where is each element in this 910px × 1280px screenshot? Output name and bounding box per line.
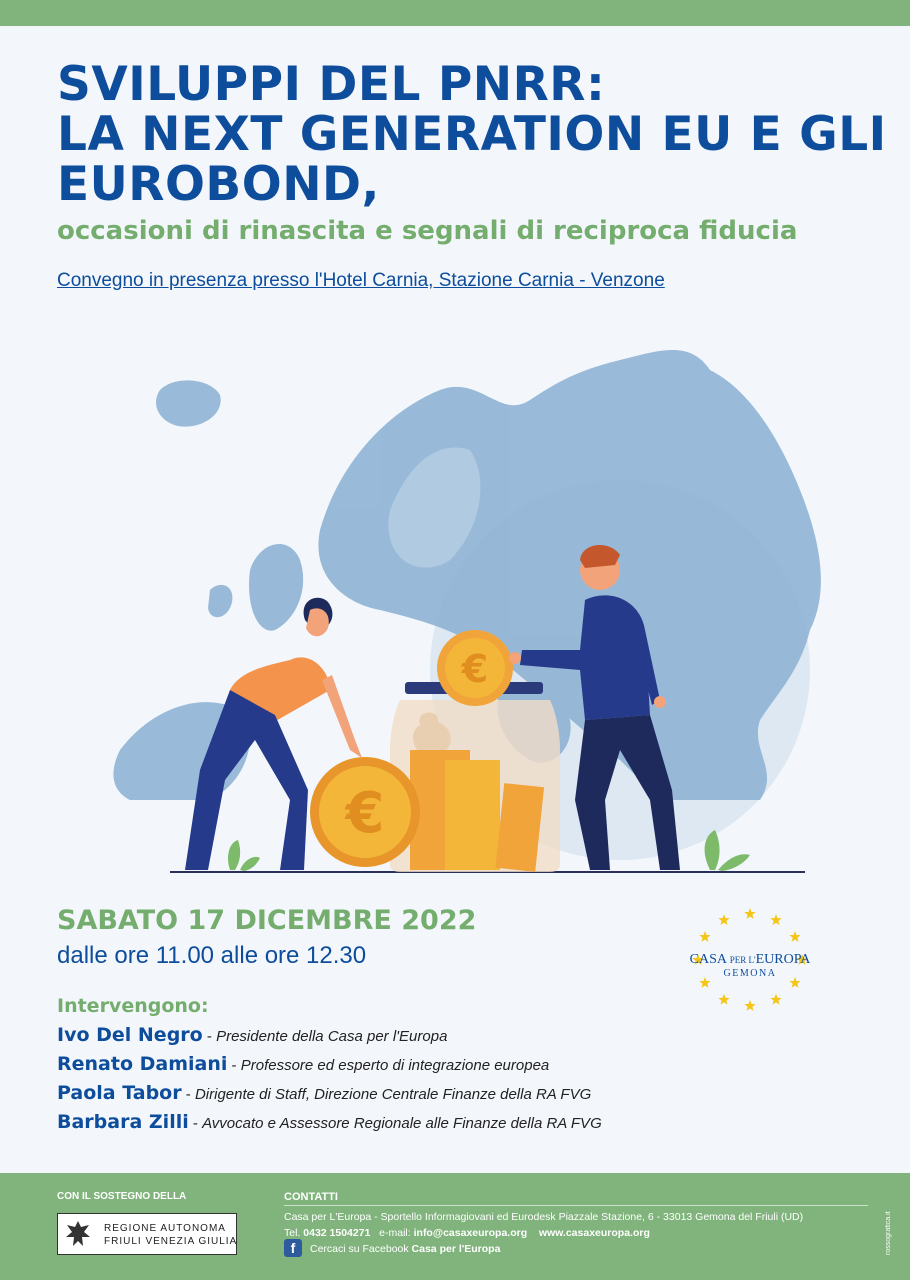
website-link[interactable]: www.casaxeuropa.org xyxy=(538,1227,650,1239)
star-icon xyxy=(789,977,800,988)
jar xyxy=(390,682,560,872)
eagle-icon xyxy=(63,1218,93,1250)
svg-text:CASA PER L'EUROPA: CASA PER L'EUROPA xyxy=(689,952,811,967)
page-title xyxy=(57,57,887,212)
speakers-heading: Intervengono: xyxy=(57,995,209,1017)
star-icon xyxy=(718,914,729,925)
star-icon xyxy=(744,908,755,919)
star-icon xyxy=(770,914,781,925)
casa-per-europa-logo xyxy=(680,905,820,1015)
top-band xyxy=(0,0,910,26)
title-line-1: SVILUPPI DEL PNRR: xyxy=(57,57,606,112)
speaker-item: Renato Damiani - Professore ed esperto di integrazione europea xyxy=(57,1053,550,1075)
sostegno-label: CON IL SOSTEGNO DELLA xyxy=(57,1191,187,1202)
speaker-name: Paola Tabor xyxy=(57,1082,182,1104)
contatti-divider xyxy=(284,1205,868,1206)
speakers-list xyxy=(57,1024,602,1140)
event-time: dalle ore 11.00 alle ore 12.30 xyxy=(57,942,367,969)
speaker-item: Paola Tabor - Dirigente di Staff, Direzione Centrale Finanze della RA FVG xyxy=(57,1082,592,1104)
euro-coin-top xyxy=(437,630,513,706)
contact-line: Tel. 0432 1504271 e-mail: info@casaxeuropa.org www.casaxeuropa.org xyxy=(284,1227,650,1239)
star-icon xyxy=(699,977,710,988)
regione-line-2: FRIULI VENEZIA GIULIA xyxy=(104,1236,238,1247)
subtitle: occasioni di rinascita e segnali di reciproca fiducia xyxy=(57,216,798,246)
speaker-name: Barbara Zilli xyxy=(57,1111,189,1133)
address-text: Casa per L'Europa - Sportello Informagiovani ed Eurodesk Piazzale Stazione, 6 - 33013 Gemona del Friuli (UD) xyxy=(284,1211,804,1223)
email-link[interactable]: info@casaxeuropa.org xyxy=(413,1227,528,1239)
contatti-label: CONTATTI xyxy=(284,1191,338,1203)
svg-text:€: € xyxy=(345,781,385,846)
facebook-page-link[interactable]: Casa per l'Europa xyxy=(411,1243,501,1255)
speaker-role: Avvocato e Assessore Regionale alle Finanze della RA FVG xyxy=(202,1115,602,1132)
facebook-icon[interactable]: f xyxy=(284,1239,302,1257)
event-date: SABATO 17 DICEMBRE 2022 xyxy=(57,905,477,936)
facebook-line: Cercaci su Facebook Casa per l'Europa xyxy=(310,1243,501,1255)
star-icon xyxy=(718,994,729,1005)
plant-left xyxy=(228,840,260,871)
regione-line-1: REGIONE AUTONOMA xyxy=(104,1223,226,1234)
title-line-3: EUROBOND, xyxy=(57,157,380,212)
star-icon xyxy=(744,1000,755,1011)
star-icon xyxy=(789,931,800,942)
star-icon xyxy=(770,994,781,1005)
speaker-name: Ivo Del Negro xyxy=(57,1024,203,1046)
speaker-role: Dirigente di Staff, Direzione Centrale Finanze della RA FVG xyxy=(194,1086,592,1103)
speaker-item: Ivo Del Negro - Presidente della Casa per l'Europa xyxy=(57,1024,448,1046)
svg-text:GEMONA: GEMONA xyxy=(723,968,777,979)
europe-money-illustration xyxy=(60,330,850,885)
venue-link[interactable]: Convegno in presenza presso l'Hotel Carnia, Stazione Carnia - Venzone xyxy=(57,270,665,291)
plant-right xyxy=(705,830,750,871)
speaker-name: Renato Damiani xyxy=(57,1053,228,1075)
star-icon xyxy=(699,931,710,942)
footer xyxy=(0,1173,910,1280)
phone-number[interactable]: 0432 1504271 xyxy=(303,1227,371,1239)
euro-coin-large xyxy=(310,757,420,867)
speaker-item: Barbara Zilli - Avvocato e Assessore Regionale alle Finanze della RA FVG xyxy=(57,1111,602,1133)
svg-text:€: € xyxy=(461,647,489,691)
designer-credit: rossografica.it xyxy=(885,1211,892,1255)
regione-logo xyxy=(57,1213,237,1255)
speaker-role: Professore ed esperto di integrazione europea xyxy=(240,1057,550,1074)
title-line-2: LA NEXT GENERATION EU E GLI xyxy=(57,107,887,162)
speaker-role: Presidente della Casa per l'Europa xyxy=(216,1028,448,1045)
